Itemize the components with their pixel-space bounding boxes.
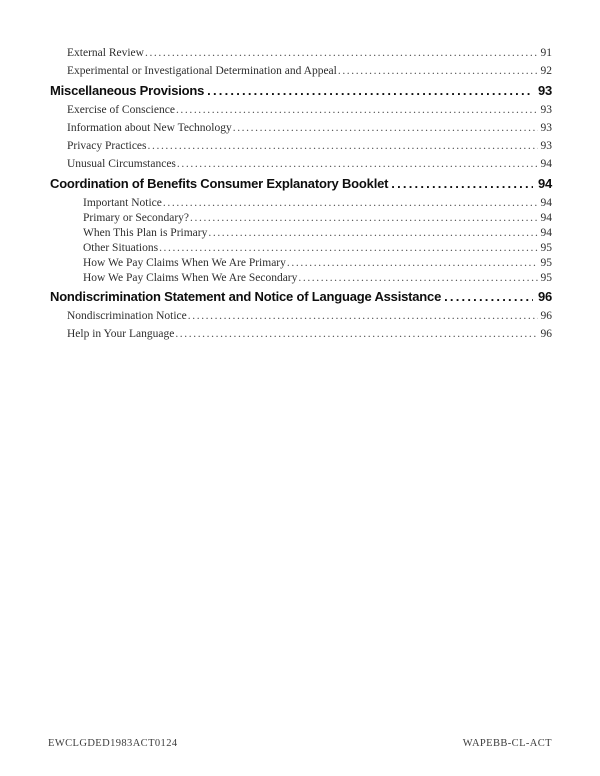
toc-entry-label: Primary or Secondary? [83,212,190,224]
toc-entry-page-number: 95 [540,257,552,269]
toc-entry-label: When This Plan is Primary [83,227,208,239]
toc-leader-dots [190,211,537,225]
toc-entry[interactable] [50,288,552,306]
toc-entry-page-number: 93 [537,83,552,98]
toc-leader-dots [188,309,538,323]
toc-entry-page-number: 96 [537,289,552,304]
toc-leader-dots [163,196,538,210]
toc-leader-dots [208,226,537,240]
toc-leader-dots [145,46,538,60]
toc-leader-dots [175,327,537,341]
toc-entry[interactable] [50,211,552,225]
footer-document-code: EWCLGDED1983ACT0124 [48,738,178,749]
toc-entry-label: Miscellaneous Provisions [50,83,205,98]
toc-leader-dots [338,64,538,78]
toc-entry-label: Privacy Practices [67,140,147,152]
toc-entry-page-number: 91 [540,47,552,59]
toc-entry-label: Experimental or Investigational Determination and Appeal [67,65,337,77]
toc-entry-page-number: 94 [540,227,552,239]
toc-leader-dots [298,271,537,285]
toc-leader-dots [176,103,538,117]
toc-entry-label: Information about New Technology [67,122,232,134]
page-footer [48,738,552,750]
toc-leader-dots [207,82,533,100]
toc-entry-page-number: 93 [540,122,552,134]
toc-leader-dots [159,241,537,255]
toc-entry-label: Help in Your Language [67,328,175,340]
toc-entry-label: Coordination of Benefits Consumer Explanatory Booklet [50,176,389,191]
toc-entry[interactable] [50,64,552,78]
toc-leader-dots [287,256,538,270]
toc-entry[interactable] [50,175,552,193]
toc-leader-dots [177,157,538,171]
toc-entry[interactable] [50,256,552,270]
toc-entry[interactable] [50,327,552,341]
toc-entry-label: How We Pay Claims When We Are Secondary [83,272,298,284]
toc-entry-page-number: 95 [540,242,552,254]
toc-list [50,46,552,341]
toc-entry-page-number: 96 [540,310,552,322]
toc-entry-page-number: 92 [540,65,552,77]
toc-entry-page-number: 94 [540,197,552,209]
toc-entry-page-number: 94 [540,212,552,224]
toc-entry[interactable] [50,82,552,100]
toc-leader-dots [148,139,538,153]
toc-entry-page-number: 93 [540,140,552,152]
toc-leader-dots [391,175,533,193]
toc-entry[interactable] [50,196,552,210]
toc-entry[interactable] [50,46,552,60]
toc-entry[interactable] [50,103,552,117]
toc-entry-page-number: 94 [540,158,552,170]
toc-entry[interactable] [50,226,552,240]
toc-entry[interactable] [50,157,552,171]
toc-entry[interactable] [50,271,552,285]
toc-entry-page-number: 93 [540,104,552,116]
toc-leader-dots [233,121,538,135]
toc-entry-label: Unusual Circumstances [67,158,176,170]
toc-entry-page-number: 95 [540,272,552,284]
footer-plan-code: WAPEBB-CL-ACT [462,738,552,749]
toc-entry-label: Important Notice [83,197,162,209]
toc-entry-label: Other Situations [83,242,159,254]
toc-entry-label: Exercise of Conscience [67,104,175,116]
toc-leader-dots [444,288,533,306]
toc-entry-label: Nondiscrimination Statement and Notice of Language Assistance [50,289,442,304]
toc-entry-label: Nondiscrimination Notice [67,310,187,322]
toc-entry-label: How We Pay Claims When We Are Primary [83,257,286,269]
toc-entry[interactable] [50,309,552,323]
toc-entry-page-number: 94 [537,176,552,191]
toc-entry[interactable] [50,241,552,255]
toc-entry[interactable] [50,139,552,153]
toc-entry[interactable] [50,121,552,135]
toc-entry-page-number: 96 [540,328,552,340]
toc-entry-label: External Review [67,47,144,59]
